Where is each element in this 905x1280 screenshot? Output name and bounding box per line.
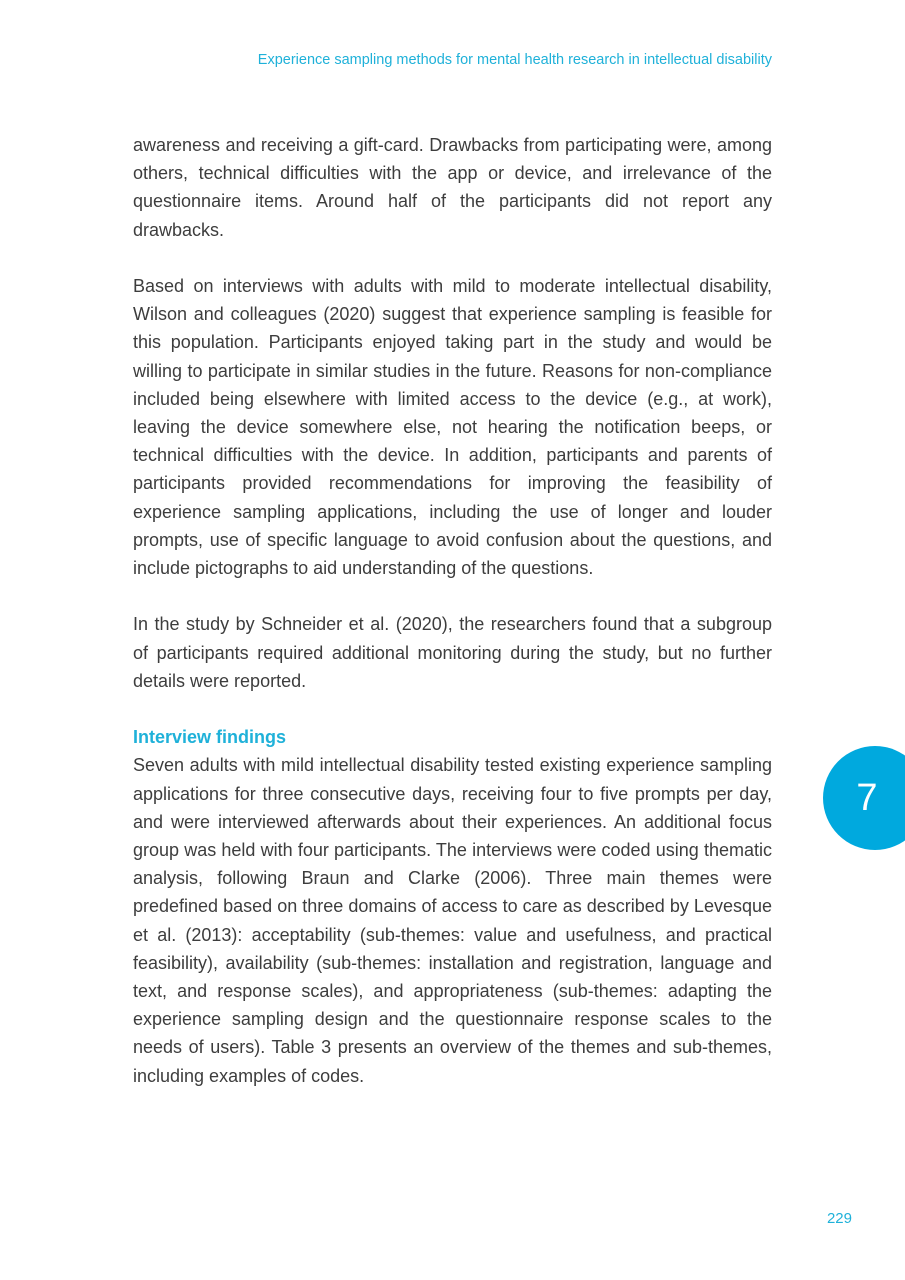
chapter-number: 7 [856, 776, 878, 819]
paragraph: awareness and receiving a gift-card. Drawbacks from participating were, among others, technical difficulties with the app or device, and irrelevance of the questionnaire items. Around half of the participants did not report any drawbacks. [133, 135, 772, 240]
chapter-tab [823, 746, 905, 850]
body-text [133, 131, 772, 1090]
page-number: 229 [826, 1210, 852, 1227]
running-header: Experience sampling methods for mental health research in intellectual disability [257, 52, 772, 68]
paragraph: Based on interviews with adults with mild to moderate intellectual disability, Wilson and colleagues (2020) suggest that experience sampling is feasible for this population. Participants enjoyed taking part in the study and would be willing to participate in similar studies in the future. Reasons for non-compliance included being elsewhere with limited access to the device (e.g., at work), leaving the device somewhere else, not hearing the notification beeps, or technical difficulties with the device. In addition, participants and parents of participants provided recommendations for improving the feasibility of experience sampling applications, including the use of longer and louder prompts, use of specific language to avoid confusion about the questions, and include pictographs to aid understanding of the questions. [133, 276, 772, 579]
paragraph: Seven adults with mild intellectual disability tested existing experience sampling applications for three consecutive days, receiving four to five prompts per day, and were interviewed afterwards about their experiences. An additional focus group was held with four participants. The interviews were coded using thematic analysis, following Braun and Clarke (2006). Three main themes were predefined based on three domains of access to care as described by Levesque et al. (2013): acceptability (sub-themes: value and usefulness, and practical feasibility), availability (sub-themes: installation and registration, language and text, and response scales), and appropriateness (sub-themes: adapting the experience sampling design and the questionnaire response scales to the needs of users). Table 3 presents an overview of the themes and sub-themes, including examples of codes. [133, 755, 772, 1086]
paragraph: In the study by Schneider et al. (2020), the researchers found that a subgroup of participants required additional monitoring during the study, but no further details were reported. [133, 614, 772, 691]
section-heading: Interview findings [133, 727, 287, 748]
